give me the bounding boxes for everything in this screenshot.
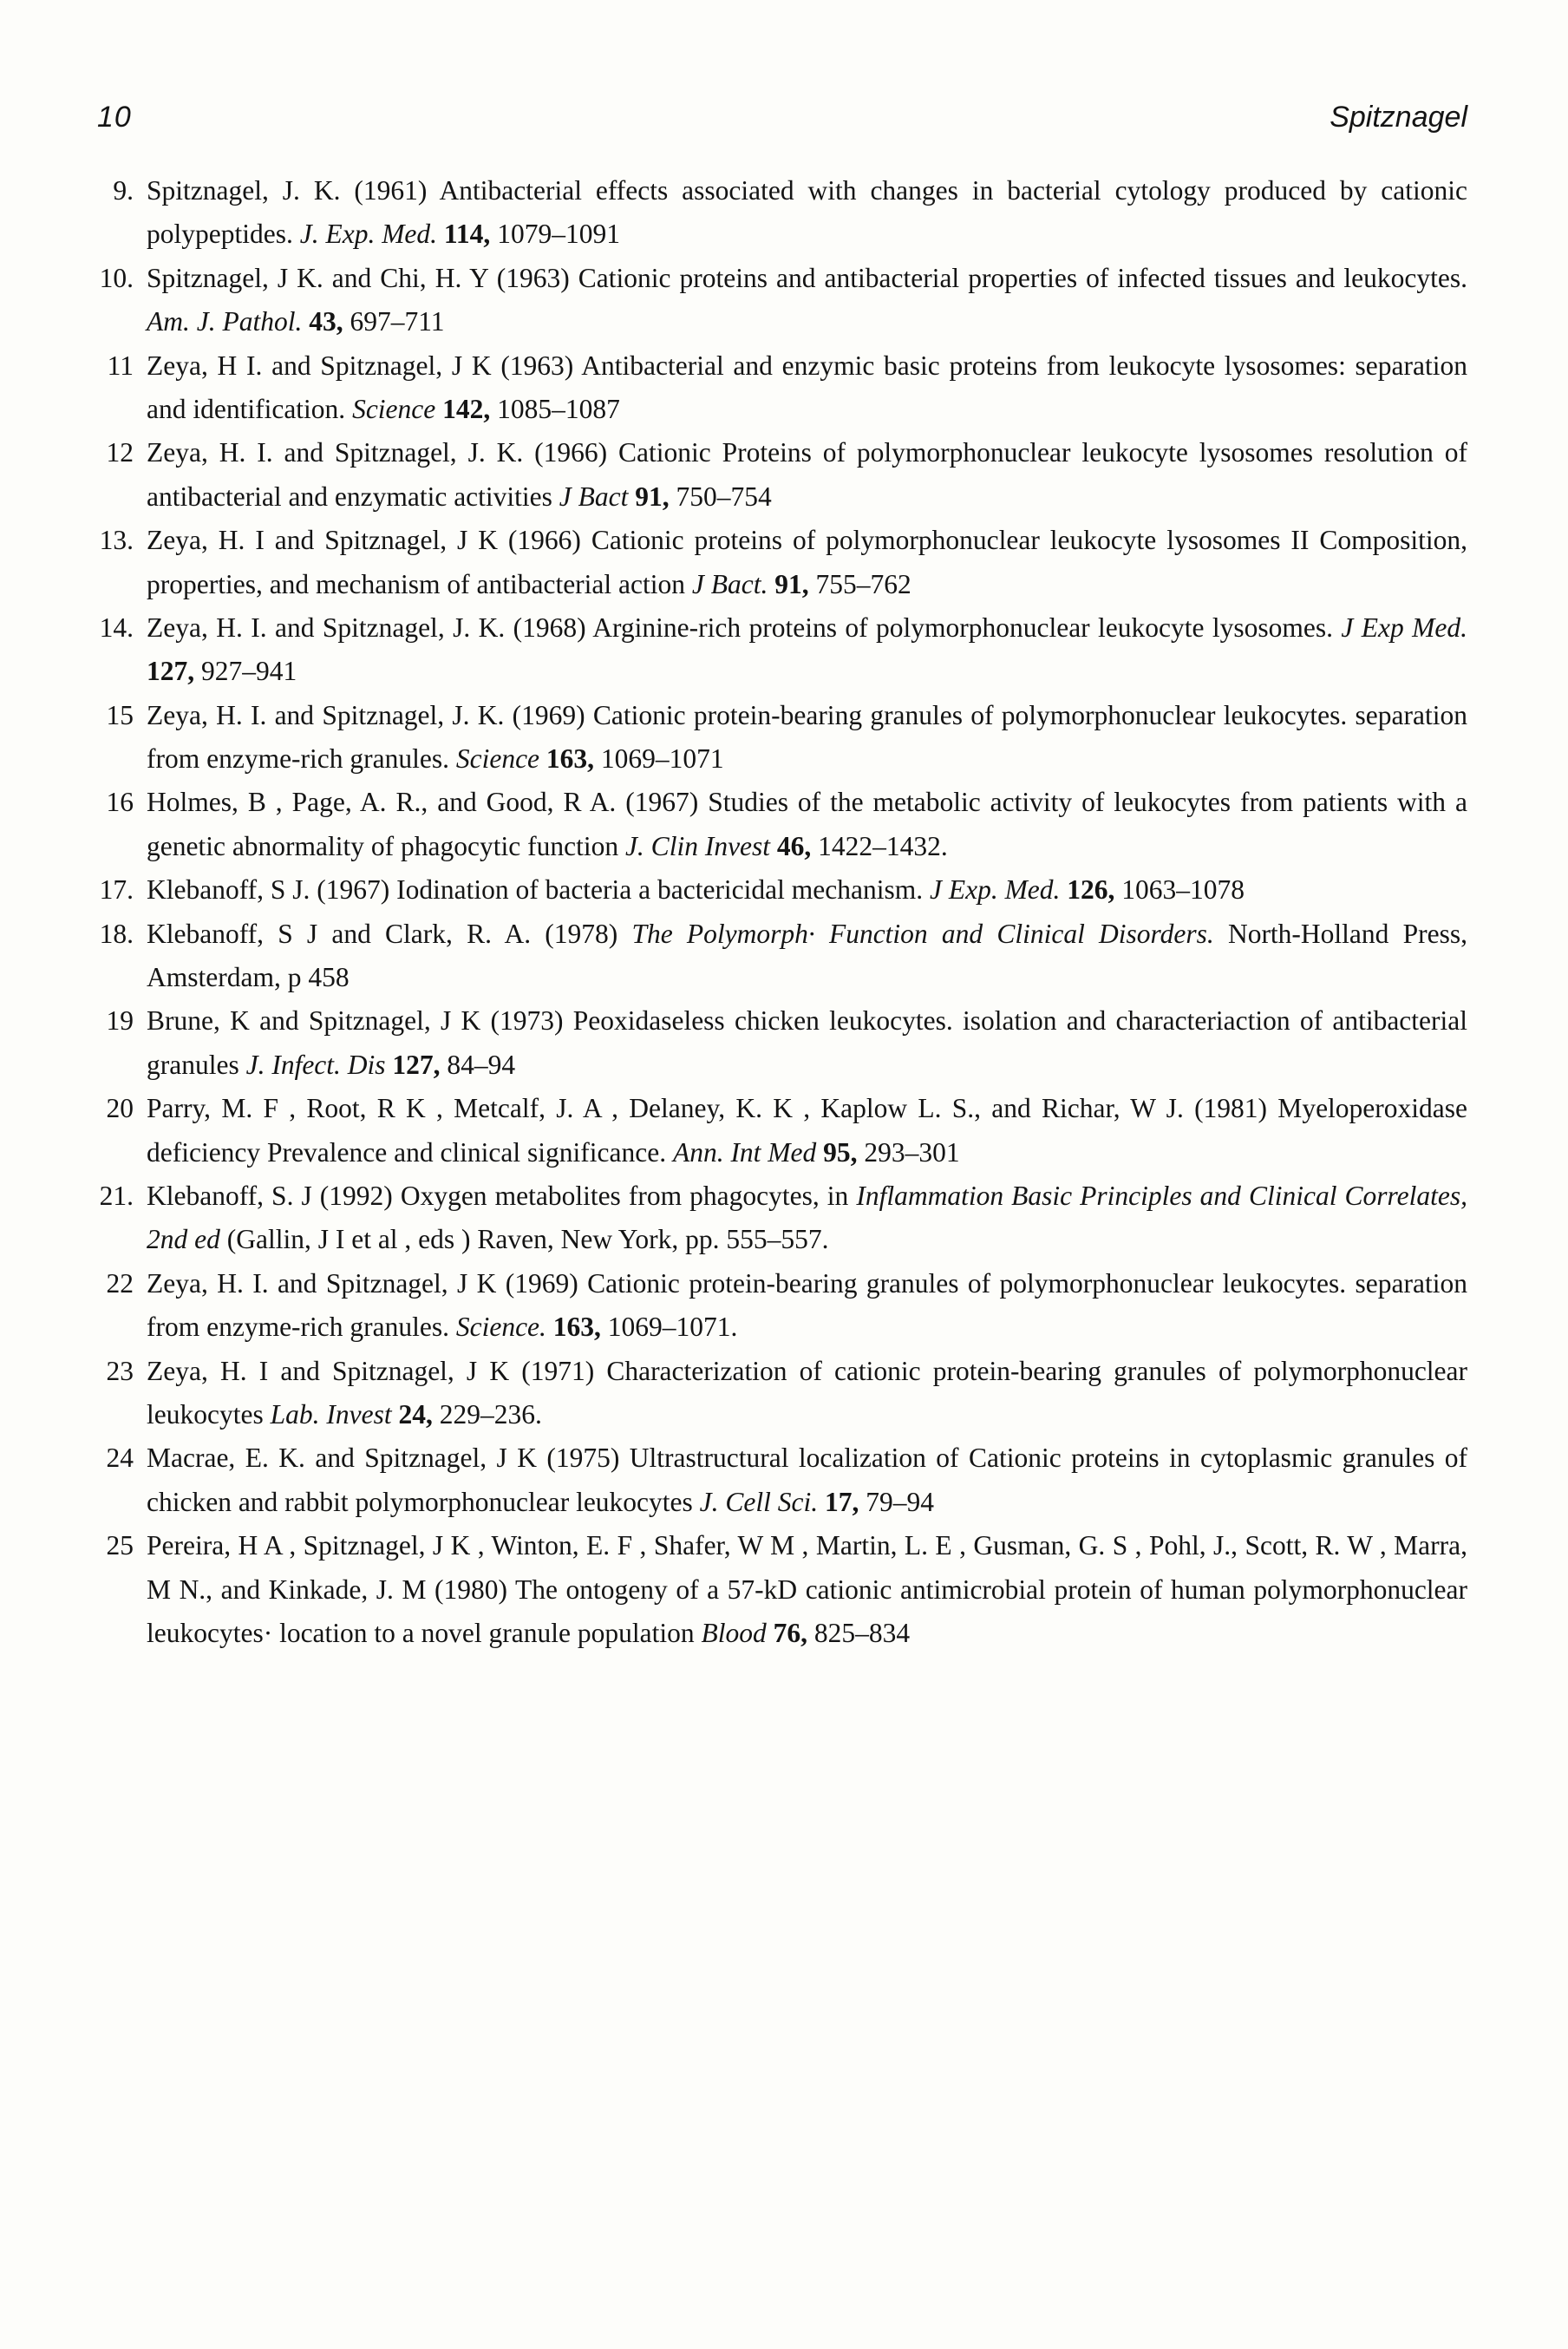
reference-number: 24 (106, 1443, 134, 1474)
reference-segment (539, 743, 546, 774)
reference-segment: Am. J. Pathol. (147, 306, 303, 337)
reference-text (147, 1436, 1467, 1524)
reference-number: 21. (99, 1180, 134, 1211)
reference-number: 10. (99, 262, 134, 293)
reference-text (147, 257, 1467, 344)
reference-number: 19 (106, 1005, 134, 1037)
reference-segment: J Exp. Med. (929, 874, 1061, 906)
reference-text (147, 606, 1467, 694)
reference-item (92, 913, 1467, 1000)
reference-text (147, 781, 1467, 868)
reference-segment: Blood (701, 1617, 767, 1648)
reference-item (92, 868, 1467, 912)
running-header (92, 101, 1467, 134)
reference-segment: Klebanoff, S J and Clark, R. A. (1978) (147, 918, 632, 949)
page-number: 10 (97, 101, 132, 134)
reference-segment: 163, (552, 1312, 601, 1343)
reference-segment: Macrae, E. K. and Spitznagel, J K (1975) Ultrastructural localization of Cationic proteins in cytoplasmic granules of chicken and rabbit polymorphonuclear leukocytes (147, 1443, 1467, 1517)
reference-segment: 142, (442, 393, 491, 424)
reference-number: 16 (106, 787, 134, 818)
reference-text (147, 1087, 1467, 1174)
reference-number: 14. (99, 612, 134, 643)
reference-segment (435, 394, 442, 424)
reference-segment: 91, (774, 568, 809, 599)
reference-item (92, 1262, 1467, 1350)
reference-item (92, 1087, 1467, 1174)
reference-segment: Klebanoff, S J. (1967) Iodination of bacteria a bactericidal mechanism. (147, 874, 930, 906)
reference-number: 15 (106, 699, 134, 730)
reference-text (147, 1174, 1467, 1262)
reference-segment: Lab. Invest (270, 1398, 392, 1430)
reference-segment: Zeya, H I. and Spitznagel, J K (1963) Antibacterial and enzymic basic proteins from leukocyte lysosomes: separation and identification. (147, 350, 1467, 424)
reference-segment: 163, (546, 743, 595, 775)
reference-segment: Science (455, 743, 540, 775)
reference-segment (546, 1312, 553, 1342)
reference-segment: North-Holland Press, Amsterdam, p 458 (147, 918, 1467, 993)
reference-segment: Zeya, H. I and Spitznagel, J K (1971) Characterization of cationic protein-bearing granules of polymorphonuclear leukocytes (147, 1355, 1467, 1430)
running-title: Spitznagel (1330, 101, 1467, 134)
reference-item (92, 781, 1467, 868)
reference-text (147, 999, 1467, 1087)
reference-segment: J Bact (559, 481, 629, 512)
reference-number: 20 (106, 1093, 134, 1124)
reference-list (92, 169, 1467, 1655)
reference-text (147, 169, 1467, 257)
reference-segment: J. Infect. Dis (245, 1049, 386, 1080)
reference-segment: 84–94 (440, 1049, 516, 1080)
reference-segment: Pereira, H A , Spitznagel, J K , Winton, E. F , Shafer, W M , Martin, L. E , Gusman, G. S , Pohl, J., Scott, R. W , Marra, M N., and Kinkade, J. M (1980) The ontogeny of a 57-kD cationic antimicrobial protein of human polymorphonuclear leukocytes· location to a novel granule population (147, 1530, 1467, 1648)
reference-item (92, 1436, 1467, 1524)
reference-text (147, 1350, 1467, 1437)
reference-segment: 1079–1091 (490, 219, 620, 250)
reference-number: 22 (106, 1267, 134, 1299)
reference-item (92, 606, 1467, 694)
reference-segment: 76, (773, 1617, 807, 1648)
reference-segment: 1063–1078 (1114, 874, 1245, 906)
reference-segment (818, 1487, 825, 1517)
reference-segment: 79–94 (859, 1486, 935, 1517)
reference-segment: 755–762 (808, 568, 911, 599)
reference-segment: Zeya, H. I and Spitznagel, J K (1966) Cationic proteins of polymorphonuclear leukocyte lysosomes II Composition, properties, and mechanism of antibacterial action (147, 525, 1467, 599)
reference-segment: J Bact. (691, 568, 768, 599)
reference-segment: 95, (823, 1136, 858, 1168)
reference-item (92, 169, 1467, 257)
reference-segment: Zeya, H. I. and Spitznagel, J K (1969) Cationic protein-bearing granules of polymorphonuclear leukocytes. separation from enzyme-rich granules. (147, 1267, 1467, 1343)
reference-text (147, 1262, 1467, 1350)
reference-text (147, 519, 1467, 606)
reference-segment: The Polymorph· Function and Clinical Disorders. (631, 918, 1214, 949)
reference-item (92, 519, 1467, 606)
reference-segment: Spitznagel, J K. and Chi, H. Y (1963) Cationic proteins and antibacterial properties of infected tissues and leukocytes. (147, 262, 1467, 293)
reference-item (92, 694, 1467, 782)
reference-segment: J. Clin Invest (624, 830, 771, 861)
reference-item (92, 1174, 1467, 1262)
reference-segment: 293–301 (857, 1136, 960, 1168)
reference-segment: Ann. Int Med (672, 1136, 817, 1168)
reference-segment (770, 831, 777, 861)
reference-segment: 46, (776, 830, 812, 861)
reference-segment: 127, (147, 656, 195, 687)
reference-text (147, 1524, 1467, 1655)
reference-segment (437, 219, 444, 249)
reference-segment: Spitznagel, J. K. (1961) Antibacterial effects associated with changes in bacterial cytology produced by cationic polypeptides. (147, 175, 1467, 250)
reference-segment: Zeya, H. I. and Spitznagel, J. K. (1969) Cationic protein-bearing granules of polymorphonuclear leukocytes. separation from enzyme-rich granules. (147, 699, 1467, 775)
reference-number: 25 (106, 1530, 134, 1561)
reference-segment: 229–236. (432, 1398, 542, 1430)
reference-segment: 825–834 (807, 1617, 911, 1648)
reference-item (92, 431, 1467, 519)
reference-segment: 1069–1071 (594, 743, 724, 775)
reference-item (92, 344, 1467, 432)
reference-item (92, 257, 1467, 344)
reference-segment: J Exp Med. (1341, 612, 1467, 643)
reference-segment: 1069–1071. (600, 1312, 738, 1343)
reference-segment: 114, (443, 219, 491, 250)
reference-segment: Holmes, B , Page, A. R., and Good, R A. (1967) Studies of the metabolic activity of leukocytes from patients with a genetic abnormality of phagocytic function (147, 787, 1467, 861)
reference-number: 12 (106, 437, 134, 468)
reference-segment: 24, (398, 1398, 433, 1430)
reference-segment: 91, (635, 481, 670, 512)
reference-segment: J. Cell Sci. (699, 1486, 819, 1517)
reference-number: 9. (113, 175, 134, 206)
reference-segment: (Gallin, J I et al , eds ) Raven, New York, pp. 555–557. (219, 1224, 829, 1255)
reference-segment: Science. (455, 1312, 546, 1343)
reference-number: 17. (99, 874, 134, 906)
reference-text (147, 344, 1467, 432)
reference-text (147, 431, 1467, 519)
reference-segment: 43, (309, 306, 343, 337)
reference-segment: 17, (825, 1486, 859, 1517)
reference-segment (816, 1137, 823, 1168)
reference-number: 18. (99, 918, 134, 949)
reference-segment: 1422–1432. (811, 830, 948, 861)
reference-segment: 126, (1067, 874, 1115, 906)
reference-segment (767, 1618, 774, 1648)
reference-segment: 127, (392, 1049, 441, 1080)
reference-segment: 697–711 (343, 306, 445, 337)
reference-segment: Zeya, H. I. and Spitznagel, J. K. (1968) Arginine-rich proteins of polymorphonuclear leukocyte lysosomes. (147, 612, 1342, 643)
reference-text (147, 913, 1467, 1000)
reference-number: 23 (106, 1355, 134, 1386)
reference-segment: 750–754 (669, 481, 772, 512)
reference-segment: 927–941 (194, 656, 297, 687)
reference-segment: Parry, M. F , Root, R K , Metcalf, J. A , Delaney, K. K , Kaplow L. S., and Richar, W J. (1981) Myeloperoxidase deficiency Prevalence and clinical significance. (147, 1093, 1467, 1168)
reference-segment: Klebanoff, S. J (1992) Oxygen metabolites from phagocytes, in (147, 1180, 857, 1211)
reference-segment: J. Exp. Med. (299, 219, 438, 250)
reference-number: 13. (99, 525, 134, 556)
reference-segment: Brune, K and Spitznagel, J K (1973) Peoxidaseless chicken leukocytes. isolation and characteriaction of antibacterial granules (147, 1005, 1467, 1080)
reference-item (92, 1350, 1467, 1437)
reference-text (147, 868, 1467, 912)
reference-number: 11 (107, 350, 134, 381)
reference-segment: Inflammation Basic Principles and Clinical Correlates, 2nd ed (147, 1180, 1467, 1255)
reference-segment: 1085–1087 (490, 393, 620, 424)
reference-segment: Science (352, 393, 436, 424)
reference-segment: Zeya, H. I. and Spitznagel, J. K. (1966) Cationic Proteins of polymorphonuclear leukocyte lysosomes resolution of antibacterial and enzymatic activities (147, 437, 1467, 512)
reference-item (92, 1524, 1467, 1655)
reference-text (147, 694, 1467, 782)
reference-item (92, 999, 1467, 1087)
